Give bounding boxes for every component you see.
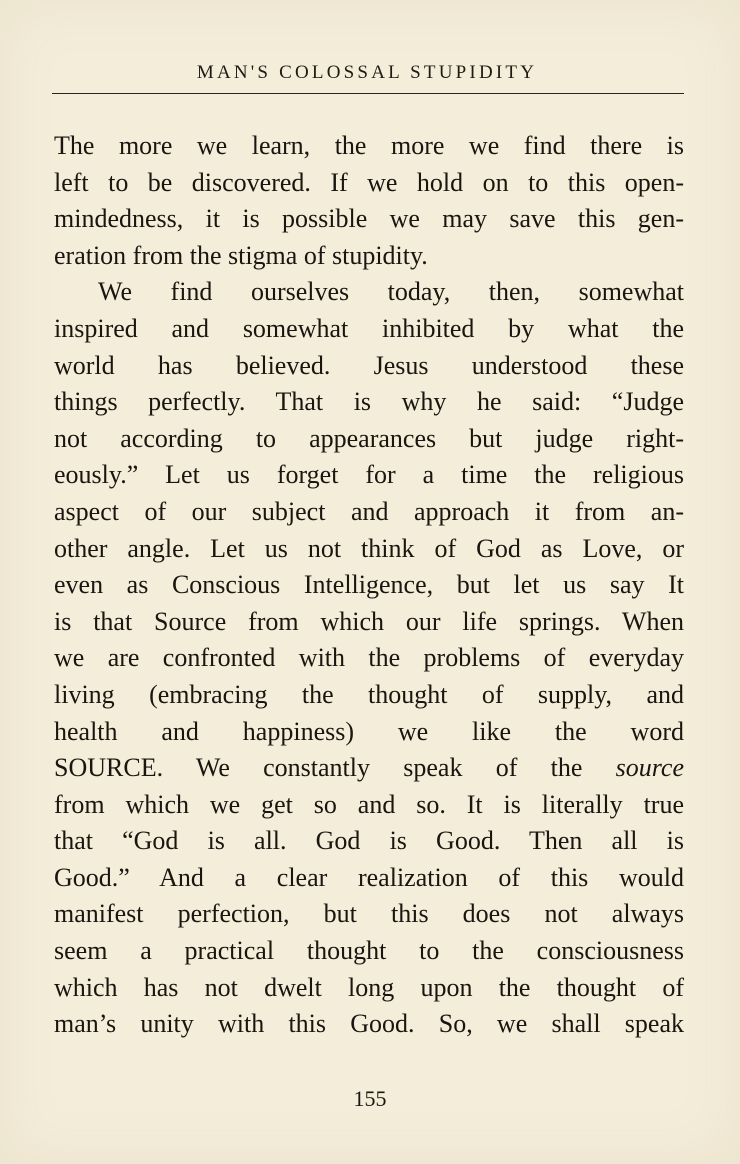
text-line: left to be discovered. If we hold on to this open- <box>54 167 684 197</box>
text-line: things perfectly. That is why he said: “Judge <box>54 387 684 417</box>
text-line: inspired and somewhat inhibited by what the <box>54 313 684 343</box>
text-line: other angle. Let us not think of God as Love, or <box>54 533 684 563</box>
text-line: man’s unity with this Good. So, we shall speak <box>54 1009 684 1039</box>
text-line: from which we get so and so. It is literally true <box>54 789 684 819</box>
text-line-with-italic <box>54 750 684 787</box>
text-line: not according to appearances but judge right- <box>54 423 684 453</box>
text-line: is that Source from which our life springs. When <box>54 606 684 636</box>
text-segment: SOURCE. We constantly speak of the <box>54 753 583 783</box>
text-line: health and happiness) we like the word <box>54 716 684 746</box>
text-line: aspect of our subject and approach it from an- <box>54 496 684 526</box>
header-rule <box>52 93 684 94</box>
text-line: even as Conscious Intelligence, but let us say It <box>54 570 684 600</box>
text-line: The more we learn, the more we find there is <box>54 131 684 160</box>
text-line: we are confronted with the problems of everyday <box>54 643 684 673</box>
running-head: MAN'S COLOSSAL STUPIDITY <box>196 62 538 83</box>
text-line: Good.” And a clear realization of this would <box>54 862 684 892</box>
page-number: 155 <box>353 1086 387 1111</box>
text-line: seem a practical thought to the consciousness <box>54 936 684 966</box>
text-line: mindedness, it is possible we may save this gen- <box>54 204 684 234</box>
text-line: world has believed. Jesus understood these <box>54 350 684 380</box>
text-line: eration from the stigma of stupidity. <box>54 240 428 270</box>
text-line: eously.” Let us forget for a time the religious <box>54 460 684 490</box>
text-line: manifest perfection, but this does not always <box>54 899 684 929</box>
italic-word: source <box>615 753 684 783</box>
body-text <box>54 128 684 1043</box>
text-line: living (embracing the thought of supply, and <box>54 679 684 709</box>
text-line: We find ourselves today, then, somewhat <box>98 277 684 307</box>
text-line: which has not dwelt long upon the thought of <box>54 972 684 1002</box>
text-line: that “God is all. God is Good. Then all is <box>54 826 684 856</box>
